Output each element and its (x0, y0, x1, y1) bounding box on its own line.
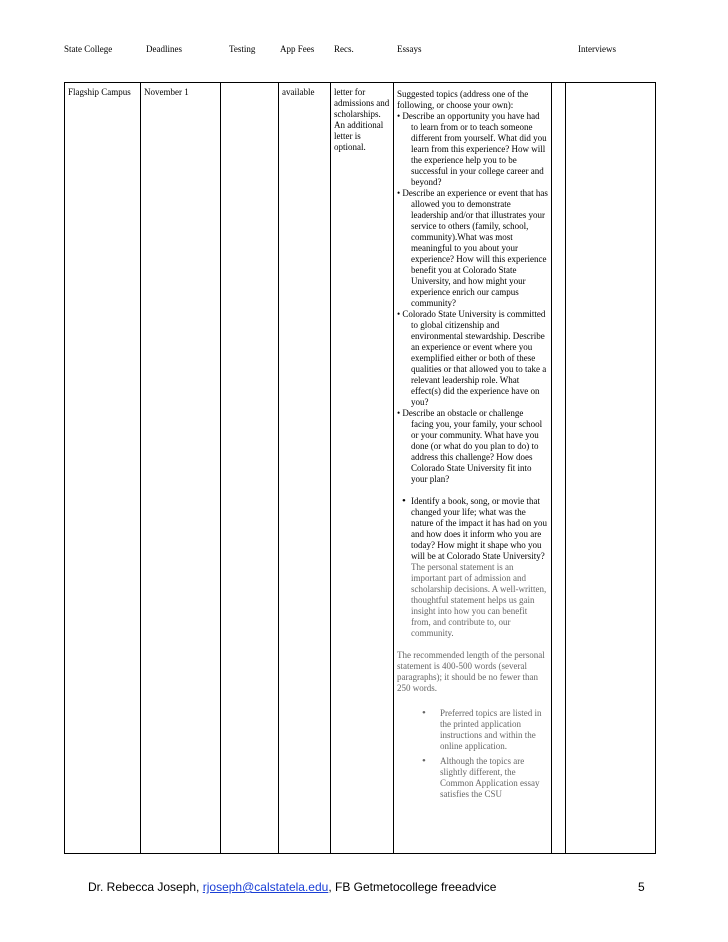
college-table (64, 82, 656, 854)
cell-spacer (552, 83, 566, 854)
identify-text: Identify a book, song, or movie that changed your life; what was the nature of the impact it has had on you and how does it inform who you are today? How might it shape who you will be at Colorado State University? (411, 496, 547, 561)
final-item: • Although the topics are slightly different, the Common Application essay satisfies the CSU (397, 756, 548, 800)
footer (88, 880, 496, 894)
footer-author: Dr. Rebecca Joseph, (88, 880, 203, 894)
footer-suffix: , FB Getmetocollege freeadvice (328, 880, 497, 894)
header-app-fees: App Fees (280, 44, 315, 54)
essay-intro: Suggested topics (address one of the following, or choose your own): (397, 89, 529, 110)
essay-topic: • Describe an obstacle or challenge facing you, your family, your school or your community. What have you done (or what do you plan to do) to address this challenge? How does Colorado State University fit into your plan? (397, 408, 543, 484)
cell-college (65, 83, 141, 854)
cell-deadline (141, 83, 221, 854)
college-name: Flagship Campus (68, 87, 131, 97)
cell-app-fees (279, 83, 331, 854)
cell-testing (221, 83, 279, 854)
identify-item (397, 496, 548, 639)
final-list (397, 708, 548, 800)
header-recs: Recs. (334, 44, 354, 54)
deadline-value: November 1 (144, 87, 189, 97)
cell-interviews (566, 83, 656, 854)
header-essays: Essays (397, 44, 422, 54)
cell-essays (394, 83, 552, 854)
length-note: The recommended length of the personal statement is 400-500 words (several paragraphs); it should be no fewer than 250 words. (397, 650, 545, 693)
header-deadlines: Deadlines (146, 44, 182, 54)
personal-statement-note: The personal statement is an important part of admission and scholarship decisions. A well-written, thoughtful statement helps us gain insight into how you can benefit from, and contribute to, our community. (411, 562, 547, 638)
header-interviews: Interviews (578, 44, 616, 54)
essay-topic: • Colorado State University is committed to global citizenship and environmental stewardship. Describe an experience or event where you exemplified either or both of these qualities or that allowed you to take a relevant leadership role. What effect(s) did the experience have on you? (397, 309, 547, 407)
cell-recs (331, 83, 394, 854)
final-item: • Preferred topics are listed in the printed application instructions and within the online application. (397, 708, 548, 752)
essay-topic: • Describe an experience or event that has allowed you to demonstrate leadership and/or that illustrates your service to others (family, school, community).What was most meaningful to you about your experience? How will this experience benefit you at Colorado State University, and how might your experience enrich our campus community? (397, 188, 548, 308)
app-fees-value: available (282, 87, 315, 97)
header-state-college: State College (64, 44, 113, 54)
page-number: 5 (638, 880, 645, 894)
header-testing: Testing (229, 44, 256, 54)
recs-value: letter for admissions and scholarships. An additional letter is optional. (334, 87, 390, 152)
email-link[interactable]: rjoseph@calstatela.edu (202, 880, 329, 894)
table-row (65, 83, 656, 854)
identify-list (397, 496, 548, 639)
essay-topic: • Describe an opportunity you have had to learn from or to teach someone different from yourself. What did you learn from this experience? How will the experience help you to be successful in your college career and beyond? (397, 111, 547, 187)
